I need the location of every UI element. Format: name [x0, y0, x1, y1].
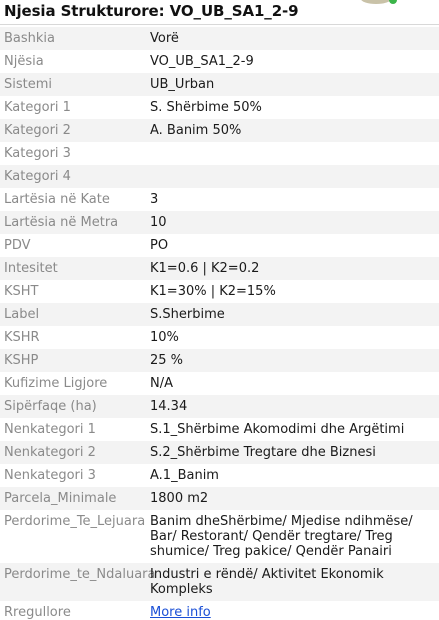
attribute-value: K1=0.6 | K2=0.2	[150, 261, 260, 276]
attribute-row-bashkia	[0, 27, 439, 50]
attribute-label: Njësia	[4, 54, 44, 69]
attribute-row-nenkategori-2	[0, 441, 439, 464]
attribute-label: Label	[4, 307, 40, 322]
more-info-link[interactable]: More info	[150, 605, 211, 620]
attribute-row-kategori-1	[0, 96, 439, 119]
attribute-value: VO_UB_SA1_2-9	[150, 54, 254, 69]
attribute-value: UB_Urban	[150, 77, 215, 92]
attribute-value: N/A	[150, 376, 173, 391]
attribute-row-pdv	[0, 234, 439, 257]
attribute-label: Nenkategori 1	[4, 422, 96, 437]
attribute-label: Lartësia në Kate	[4, 192, 110, 207]
attribute-value: S.1_Shërbime Akomodimi dhe Argëtimi	[150, 422, 405, 437]
attribute-label: Nenkategori 2	[4, 445, 96, 460]
attribute-row-perdorime-te-ndaluara	[0, 563, 439, 601]
attribute-value: 10%	[150, 330, 179, 345]
attribute-value: 14.34	[150, 399, 188, 414]
attribute-value: Vorë	[150, 31, 179, 46]
status-dot-icon	[389, 0, 397, 4]
popup-header	[0, 0, 439, 25]
attribute-row-lartesia-ne-kate	[0, 188, 439, 211]
attribute-row-siperfaqe-ha	[0, 395, 439, 418]
attribute-value: A. Banim 50%	[150, 123, 242, 138]
attribute-label: Intesitet	[4, 261, 58, 276]
attribute-row-ksht	[0, 280, 439, 303]
attribute-value: S.2_Shërbime Tregtare dhe Biznesi	[150, 445, 376, 460]
attribute-value: PO	[150, 238, 169, 253]
attribute-row-nenkategori-3	[0, 464, 439, 487]
attribute-label: KSHP	[4, 353, 39, 368]
popup-title: Njesia Strukturore: VO_UB_SA1_2-9	[4, 2, 299, 20]
attribute-row-sistemi	[0, 73, 439, 96]
attribute-row-kshp	[0, 349, 439, 372]
attribute-row-nenkategori-1	[0, 418, 439, 441]
attribute-row-lartesia-ne-metra	[0, 211, 439, 234]
attribute-label: Kufizime Ligjore	[4, 376, 108, 391]
attribute-row-perdorime-te-lejuara	[0, 510, 439, 563]
attribute-row-kategori-3	[0, 142, 439, 165]
attribute-value: 1800 m2	[150, 491, 209, 506]
attribute-label: Perdorime_Te_Lejuara	[4, 514, 146, 529]
attribute-label: PDV	[4, 238, 31, 253]
attribute-row-intesitet	[0, 257, 439, 280]
attribute-label: Sipërfaqe (ha)	[4, 399, 97, 414]
attribute-value: Industri e rëndë/ Aktivitet Ekonomik Kompleks	[150, 567, 384, 597]
attribute-row-kufizime-ligjore	[0, 372, 439, 395]
attribute-value: K1=30% | K2=15%	[150, 284, 276, 299]
attribute-value: 3	[150, 192, 159, 207]
attribute-value: A.1_Banim	[150, 468, 219, 483]
attribute-value: 25 %	[150, 353, 184, 368]
attribute-label: Parcela_Minimale	[4, 491, 117, 506]
attribute-row-kategori-2	[0, 119, 439, 142]
attribute-row-kategori-4	[0, 165, 439, 188]
attribute-value: Banim dheShërbime/ Mjedise ndihmëse/ Bar/ Restorant/ Qendër tregtare/ Treg shumice/ Treg pakice/ Qendër Panairi	[150, 514, 413, 559]
attribute-row-rregullore	[0, 601, 439, 620]
attribute-label: Rregullore	[4, 605, 71, 620]
attribute-label: Lartësia në Metra	[4, 215, 119, 230]
attribute-label: KSHR	[4, 330, 40, 345]
attribute-row-njesia	[0, 50, 439, 73]
attribute-row-kshr	[0, 326, 439, 349]
attribute-label: Sistemi	[4, 77, 53, 92]
attribute-value	[150, 605, 439, 620]
attribute-row-parcela-minimale	[0, 487, 439, 510]
attribute-value: S. Shërbime 50%	[150, 100, 262, 115]
map-thumbnail-icon	[361, 0, 391, 4]
attribute-label: Kategori 2	[4, 123, 71, 138]
attribute-label: Kategori 1	[4, 100, 71, 115]
attribute-value: 10	[150, 215, 167, 230]
attribute-label: Bashkia	[4, 31, 56, 46]
attribute-row-label	[0, 303, 439, 326]
attribute-label: KSHT	[4, 284, 39, 299]
attribute-label: Nenkategori 3	[4, 468, 96, 483]
attribute-label: Kategori 3	[4, 146, 71, 161]
attribute-label: Kategori 4	[4, 169, 71, 184]
attribute-value: S.Sherbime	[150, 307, 225, 322]
attribute-table	[0, 27, 439, 620]
attribute-label: Perdorime_te_Ndaluara	[4, 567, 156, 582]
